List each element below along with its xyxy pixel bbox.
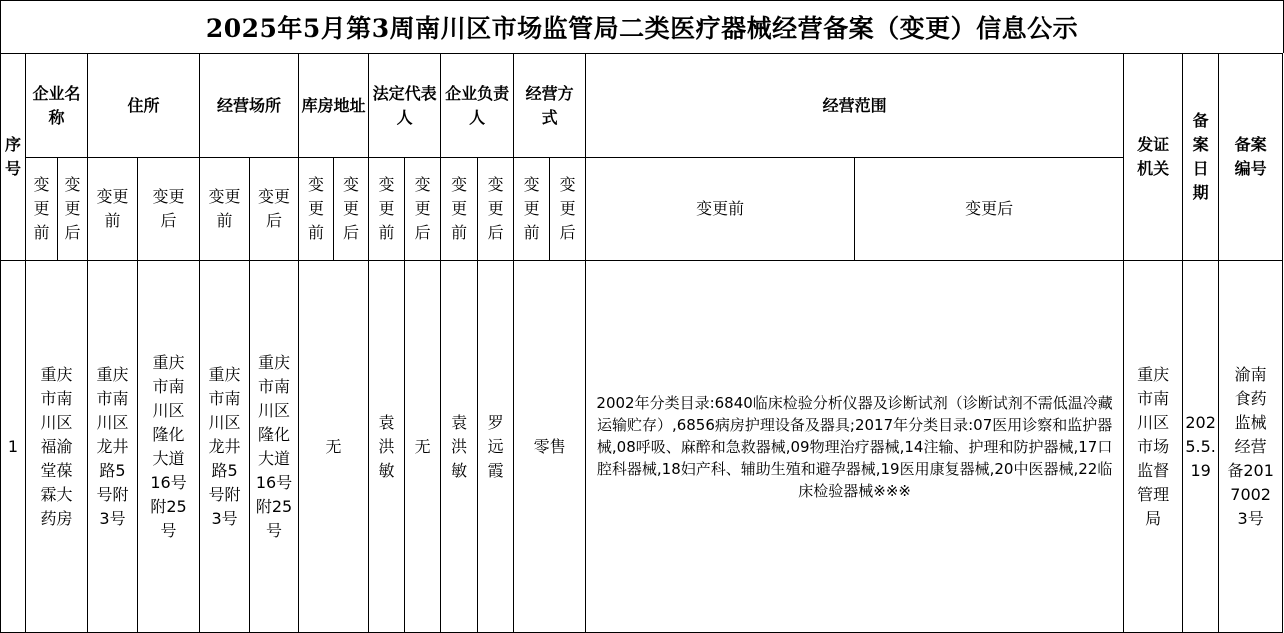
row-manager-after: 罗远霞 xyxy=(478,261,514,633)
row-site-before: 重庆市南川区龙井路5号附3号 xyxy=(200,261,250,633)
row-issuer: 重庆市南川区市场监督管理局 xyxy=(1124,261,1183,633)
row-seq: 1 xyxy=(1,261,26,633)
header-manager: 企业负责人 xyxy=(441,54,514,158)
header-issuer: 发证机关 xyxy=(1124,54,1183,261)
subheader-address-after: 变更后 xyxy=(138,158,200,261)
header-row-main xyxy=(1,54,1283,158)
header-warehouse: 库房地址 xyxy=(299,54,369,158)
row-scope-before: 2002年分类目录:6840临床检验分析仪器及诊断试剂（诊断试剂不需低温冷藏运输贮存）,6856病房护理设备及器具;2017年分类目录:07医用诊察和监护器械,08呼吸、麻醉和急救器械,09物理治疗器械,14注输、护理和防护器械,17口腔科器械,18妇产科、辅助生殖和避孕器械,19医用康复器械,20中医器械,22临床检验器械※※※ xyxy=(586,261,1124,633)
subheader-company-after: 变更后 xyxy=(58,158,88,261)
subheader-scope-after: 变更后 xyxy=(855,158,1124,261)
subheader-site-after: 变更后 xyxy=(250,158,299,261)
subheader-warehouse-after: 变更后 xyxy=(334,158,369,261)
subheader-mode-before: 变更前 xyxy=(514,158,550,261)
row-legal-after: 无 xyxy=(405,261,441,633)
subheader-site-before: 变更前 xyxy=(200,158,250,261)
row-record-no: 渝南食药监械经营备20170023号 xyxy=(1219,261,1283,633)
subheader-warehouse-before: 变更前 xyxy=(299,158,334,261)
subheader-legal-before: 变更前 xyxy=(369,158,405,261)
header-seq: 序号 xyxy=(1,54,26,261)
subheader-legal-after: 变更后 xyxy=(405,158,441,261)
table-row xyxy=(1,261,1283,633)
header-row-sub xyxy=(1,158,1283,261)
row-warehouse: 无 xyxy=(299,261,369,633)
subheader-company-before: 变更前 xyxy=(26,158,58,261)
subheader-manager-before: 变更前 xyxy=(441,158,478,261)
subheader-manager-after: 变更后 xyxy=(478,158,514,261)
header-business-scope: 经营范围 xyxy=(586,54,1124,158)
subheader-scope-before: 变更前 xyxy=(586,158,855,261)
header-business-site: 经营场所 xyxy=(200,54,299,158)
header-company-name: 企业名称 xyxy=(26,54,88,158)
page-title: 2025年5月第3周南川区市场监管局二类医疗器械经营备案（变更）信息公示 xyxy=(0,0,1284,53)
header-record-no: 备案编号 xyxy=(1219,54,1283,261)
row-address-before: 重庆市南川区龙井路5号附3号 xyxy=(88,261,138,633)
header-legal-rep: 法定代表人 xyxy=(369,54,441,158)
row-site-after: 重庆市南川区隆化大道16号附25号 xyxy=(250,261,299,633)
row-business-mode: 零售 xyxy=(514,261,586,633)
header-address: 住所 xyxy=(88,54,200,158)
row-address-after: 重庆市南川区隆化大道16号附25号 xyxy=(138,261,200,633)
row-legal-before: 袁洪敏 xyxy=(369,261,405,633)
record-table xyxy=(0,53,1283,633)
subheader-address-before: 变更前 xyxy=(88,158,138,261)
header-record-date: 备案日期 xyxy=(1183,54,1219,261)
subheader-mode-after: 变更后 xyxy=(550,158,586,261)
row-record-date: 2025.5.19 xyxy=(1183,261,1219,633)
row-manager-before: 袁洪敏 xyxy=(441,261,478,633)
header-business-mode: 经营方式 xyxy=(514,54,586,158)
row-company-before: 重庆市南川区福渝堂葆霖大药房 xyxy=(26,261,88,633)
